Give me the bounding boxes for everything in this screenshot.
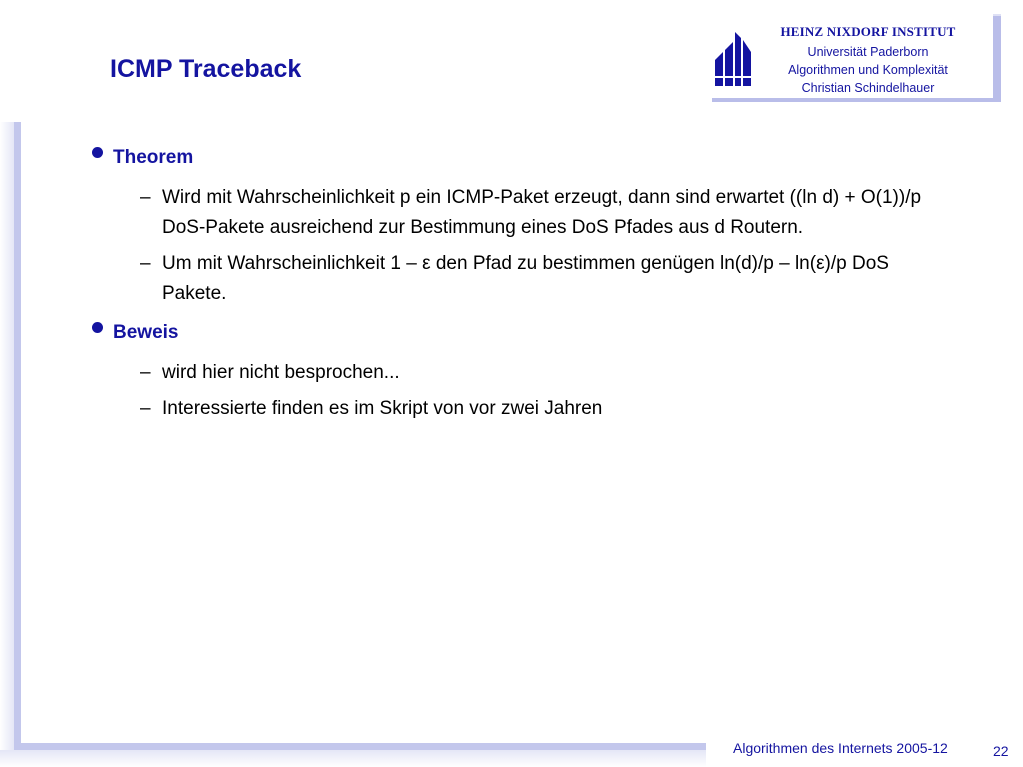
institute-university: Universität Paderborn bbox=[807, 45, 929, 59]
sub-item bbox=[90, 249, 970, 309]
institute-name: HEINZ NIXDORF INSTITUT bbox=[780, 24, 956, 39]
bullet-dot-icon bbox=[92, 322, 103, 333]
sub-item-text: wird hier nicht besprochen... bbox=[162, 362, 400, 383]
institute-author: Christian Schindelhauer bbox=[801, 81, 935, 95]
slide-content bbox=[90, 140, 970, 430]
sub-item bbox=[90, 394, 970, 424]
left-border-bar bbox=[14, 122, 21, 750]
footer-course: Algorithmen des Internets 2005-12 bbox=[733, 740, 948, 756]
bottom-fade-decoration bbox=[0, 750, 706, 767]
university-logo-icon bbox=[713, 30, 753, 86]
page-number: 22 bbox=[993, 743, 1009, 759]
dash-icon: – bbox=[140, 362, 151, 383]
sub-item-text: Interessierte finden es im Skript von vor zwei Jahren bbox=[162, 398, 603, 419]
sub-item-text: Um mit Wahrscheinlichkeit 1 – ε den Pfad zu bestimmen genügen ln(d)/p – ln(ε)/p DoS Pakete. bbox=[162, 253, 895, 304]
bullet-beweis bbox=[90, 314, 970, 352]
bullet-dot-icon bbox=[92, 147, 103, 158]
bottom-border-bar bbox=[14, 743, 706, 750]
bullet-label: Beweis bbox=[113, 322, 179, 343]
bullet-theorem bbox=[90, 139, 970, 177]
left-fade-decoration bbox=[0, 122, 14, 767]
sub-item bbox=[90, 358, 970, 388]
dash-icon: – bbox=[140, 253, 151, 274]
sub-item bbox=[90, 183, 970, 243]
dash-icon: – bbox=[140, 187, 151, 208]
institute-department: Algorithmen und Komplexität bbox=[788, 63, 948, 77]
bullet-label: Theorem bbox=[113, 147, 194, 168]
slide-title: ICMP Traceback bbox=[110, 55, 302, 83]
dash-icon: – bbox=[140, 398, 151, 419]
header-shadow-bottom bbox=[712, 98, 1001, 102]
header-shadow-right bbox=[993, 16, 1001, 102]
sub-item-text: Wird mit Wahrscheinlichkeit p ein ICMP-Paket erzeugt, dann sind erwartet ((ln d) + O(1))/p DoS-Pakete ausreichend zur Bestimmung eines DoS Pfades aus d Routern. bbox=[162, 187, 932, 238]
